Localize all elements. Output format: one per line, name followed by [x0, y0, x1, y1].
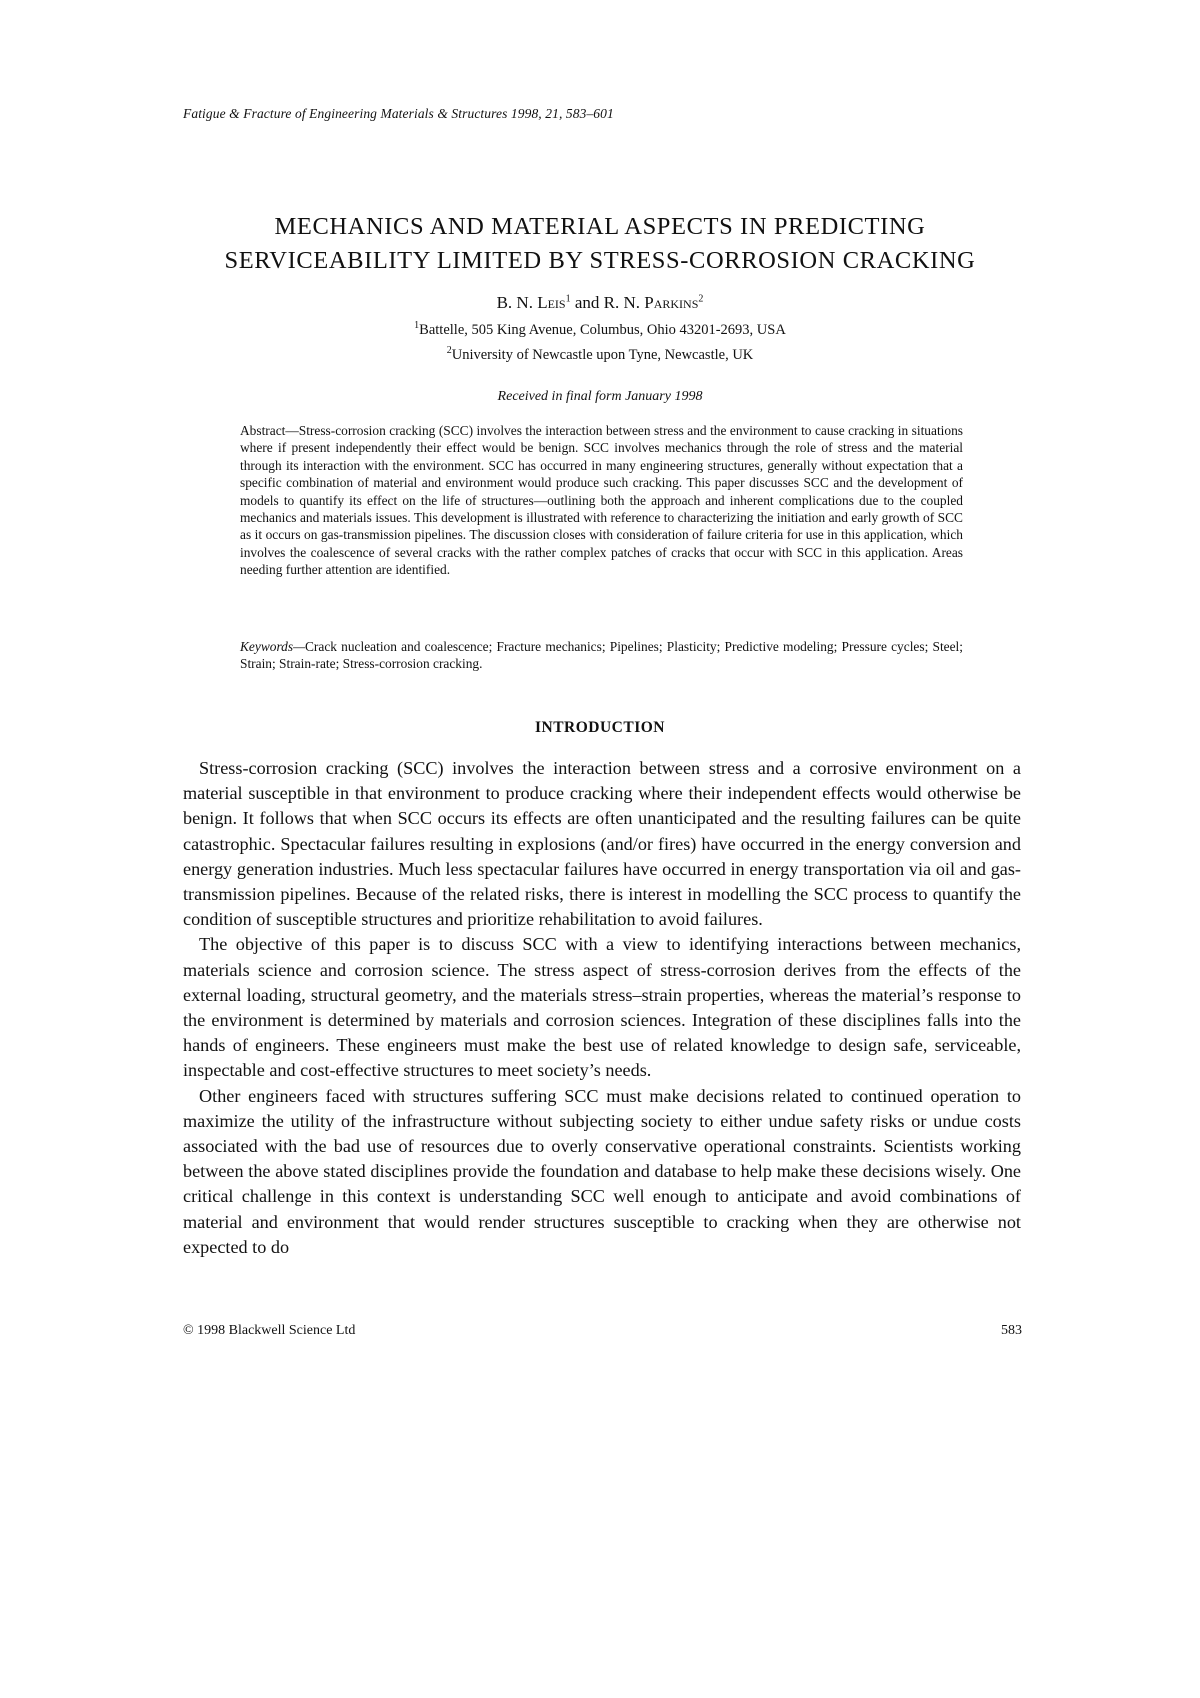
keywords-text: Crack nucleation and coalescence; Fracture mechanics; Pipelines; Plasticity; Predictive modeling; Pressure cycles; Steel; Strain; Strain-rate; Stress-corrosion cracking.	[240, 639, 963, 672]
body-text	[183, 756, 1021, 1260]
paragraph: Stress-corrosion cracking (SCC) involves the interaction between stress and a corrosive environment on a material susceptible in that environment to produce cracking where their independent effects would otherwise be benign. It follows that when SCC occurs its effects are often unanticipated and the resulting failures can be quite catastrophic. Spectacular failures resulting in explosions (and/or fires) have occurred in the energy conversion and energy generation industries. Much less spectacular failures have occurred in energy transportation via oil and gas-transmission pipelines. Because of the related risks, there is interest in modelling the SCC process to quantify the condition of susceptible structures and prioritize rehabilitation to avoid failures.	[183, 758, 1021, 930]
title-line-1: MECHANICS AND MATERIAL ASPECTS IN PREDICTING	[274, 213, 926, 240]
author-affil-marker: 1	[565, 293, 571, 305]
keywords	[240, 638, 963, 673]
page-number: 583	[1001, 1323, 1022, 1338]
affiliation-text: University of Newcastle upon Tyne, Newcastle, UK	[451, 346, 754, 363]
author-name: B. N. Leis	[496, 293, 566, 312]
affiliation	[0, 320, 1200, 339]
paper-title	[0, 210, 1200, 278]
author-conjunction: and	[574, 293, 600, 312]
affiliation-text: Battelle, 505 King Avenue, Columbus, Ohio 43201-2693, USA	[419, 321, 786, 338]
journal-citation: Fatigue & Fracture of Engineering Materials & Structures 1998, 21, 583–601	[183, 106, 614, 121]
copyright-notice: © 1998 Blackwell Science Ltd	[183, 1323, 356, 1338]
keywords-label: Keywords—	[240, 639, 305, 654]
section-heading: INTRODUCTION	[534, 719, 665, 736]
received-date: Received in final form January 1998	[497, 389, 703, 404]
author-line	[0, 293, 1200, 313]
title-line-2: SERVICEABILITY LIMITED BY STRESS-CORROSION CRACKING	[224, 247, 976, 274]
author-name: R. N. Parkins	[603, 293, 699, 312]
paragraph: Other engineers faced with structures suffering SCC must make decisions related to continued operation to maximize the utility of the infrastructure without subjecting society to either undue safety risks or undue costs associated with the bad use of resources due to overly conservative operational constraints. Scientists working between the above stated disciplines provide the foundation and database to help make these decisions wisely. One critical challenge in this context is understanding SCC well enough to anticipate and avoid combinations of material and environment that would render structures susceptible to cracking when they are otherwise not expected to do	[183, 1085, 1021, 1257]
affiliation	[0, 345, 1200, 364]
author-affil-marker: 2	[698, 293, 704, 305]
affiliation-marker: 1	[414, 320, 420, 331]
abstract: Abstract—Stress-corrosion cracking (SCC) involves the interaction between stress and the environment to cause cracking in situations where if present independently their effect would be benign. SCC involves mechanics through the role of stress and the material through its interaction with the environment. SCC has occurred in many engineering structures, generally without expectation that a specific combination of material and environment would produce such cracking. This paper discusses SCC and the development of models to quantify its effect on the life of structures—outlining both the approach and inherent complications due to the coupled mechanics and materials issues. This development is illustrated with reference to characterizing the initiation and early growth of SCC as it occurs on gas-transmission pipelines. The discussion closes with consideration of failure criteria for use in this application, which involves the coalescence of several cracks with the rather complex patches of cracks that occur with SCC in this application. Areas needing further attention are identified.	[240, 423, 963, 578]
affiliation-marker: 2	[446, 345, 452, 356]
paragraph: The objective of this paper is to discuss SCC with a view to identifying interactions between mechanics, materials science and corrosion science. The stress aspect of stress-corrosion derives from the effects of the external loading, structural geometry, and the materials stress–strain properties, whereas the material’s response to the environment is determined by materials and corrosion sciences. Integration of these disciplines falls into the hands of engineers. These engineers must make the best use of related knowledge to design safe, serviceable, inspectable and cost-effective structures to meet society’s needs.	[183, 934, 1021, 1081]
